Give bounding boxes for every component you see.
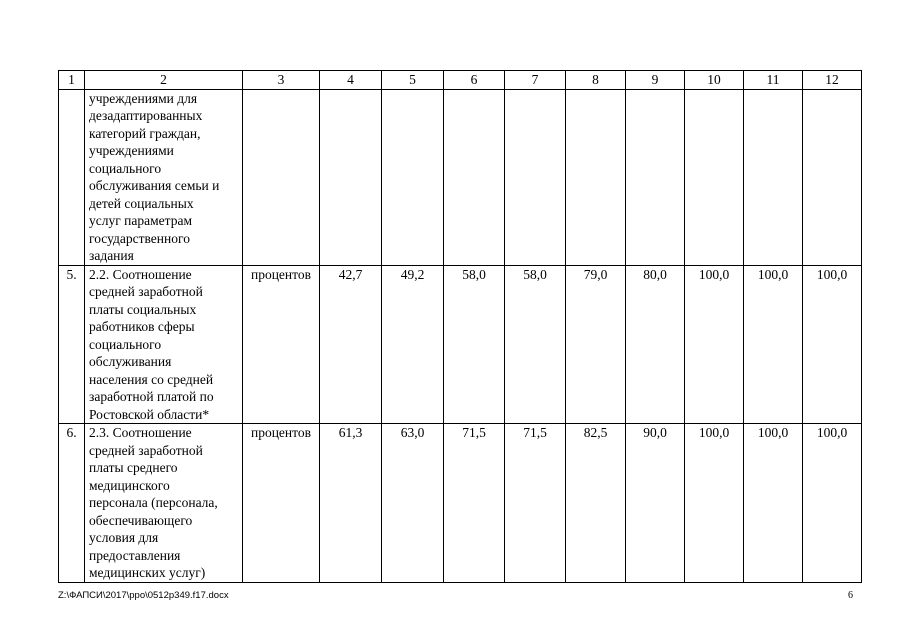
indicator-name (85, 89, 243, 265)
column-header-3: 3 (243, 71, 320, 90)
indicator-line: 2.3. Соотношение (89, 425, 192, 440)
value-cell-col-8: 79,0 (566, 265, 626, 424)
unit-of-measure (243, 89, 320, 265)
indicator-line: социального (89, 160, 162, 176)
indicator-name (85, 265, 243, 424)
indicator-line: учреждениями (89, 143, 174, 158)
row-number: 5. (59, 265, 85, 424)
indicator-line: медицинского (89, 477, 170, 493)
value-cell-col-8: 82,5 (566, 424, 626, 583)
column-header-4: 4 (320, 71, 382, 90)
value-cell-col-5: 63,0 (382, 424, 444, 583)
indicator-line: обслуживания (89, 354, 172, 369)
indicator-line: задания (89, 248, 134, 263)
indicator-line: населения со средней (89, 371, 214, 387)
unit-of-measure: процентов (243, 265, 320, 424)
table-body (59, 89, 862, 582)
value-cell-col-4 (320, 89, 382, 265)
value-cell-col-7: 71,5 (505, 424, 566, 583)
data-table (58, 70, 862, 583)
value-cell-col-5: 49,2 (382, 265, 444, 424)
indicator-line: предоставления (89, 547, 181, 563)
row-number (59, 89, 85, 265)
column-header-7: 7 (505, 71, 566, 90)
value-cell-col-4: 42,7 (320, 265, 382, 424)
table-row (59, 265, 862, 424)
value-cell-col-7 (505, 89, 566, 265)
value-cell-col-11: 100,0 (744, 424, 803, 583)
indicator-line: обеспечивающего (89, 512, 193, 528)
indicator-line: персонала (персонала, (89, 495, 218, 510)
indicator-line: государственного (89, 230, 190, 246)
value-cell-col-9: 80,0 (626, 265, 685, 424)
indicator-line: заработной платой по (89, 389, 214, 404)
indicator-line: Ростовской области* (89, 406, 210, 422)
indicator-line: работников сферы (89, 319, 195, 334)
indicator-line: платы среднего (89, 460, 178, 475)
value-cell-col-12: 100,0 (803, 424, 862, 583)
column-header-2: 2 (85, 71, 243, 90)
indicator-line: условия для (89, 530, 159, 545)
value-cell-col-9: 90,0 (626, 424, 685, 583)
value-cell-col-6: 71,5 (444, 424, 505, 583)
header-row (59, 71, 862, 90)
indicator-line: средней заработной (89, 442, 203, 458)
column-header-6: 6 (444, 71, 505, 90)
value-cell-col-7: 58,0 (505, 265, 566, 424)
value-cell-col-12 (803, 89, 862, 265)
column-header-8: 8 (566, 71, 626, 90)
value-cell-col-10 (685, 89, 744, 265)
column-header-10: 10 (685, 71, 744, 90)
unit-of-measure: процентов (243, 424, 320, 583)
indicator-line: дезадаптированных (89, 108, 203, 123)
indicator-line: обслуживания семьи и (89, 178, 220, 193)
column-header-1: 1 (59, 71, 85, 90)
indicator-line: платы социальных (89, 301, 197, 317)
indicator-line: услуг параметрам (89, 213, 192, 228)
indicator-line: средней заработной (89, 284, 203, 299)
column-header-5: 5 (382, 71, 444, 90)
indicator-line: детей социальных (89, 195, 194, 211)
column-header-11: 11 (744, 71, 803, 90)
indicator-name (85, 424, 243, 583)
value-cell-col-6: 58,0 (444, 265, 505, 424)
indicator-line: медицинских услуг) (89, 565, 206, 580)
column-header-9: 9 (626, 71, 685, 90)
column-header-12: 12 (803, 71, 862, 90)
indicator-line: 2.2. Соотношение (89, 266, 192, 282)
indicator-line: категорий граждан, (89, 125, 201, 141)
value-cell-col-11 (744, 89, 803, 265)
indicator-line: социального (89, 336, 162, 352)
value-cell-col-4: 61,3 (320, 424, 382, 583)
value-cell-col-10: 100,0 (685, 424, 744, 583)
row-number: 6. (59, 424, 85, 583)
value-cell-col-12: 100,0 (803, 265, 862, 424)
footer-file-path: Z:\ФАПСИ\2017\ppo\0512p349.f17.docx (58, 590, 229, 601)
indicator-line: учреждениями для (89, 90, 198, 106)
value-cell-col-11: 100,0 (744, 265, 803, 424)
table-row (59, 424, 862, 583)
value-cell-col-10: 100,0 (685, 265, 744, 424)
value-cell-col-9 (626, 89, 685, 265)
page-number: 6 (848, 590, 853, 601)
value-cell-col-8 (566, 89, 626, 265)
table-row (59, 89, 862, 265)
value-cell-col-5 (382, 89, 444, 265)
value-cell-col-6 (444, 89, 505, 265)
